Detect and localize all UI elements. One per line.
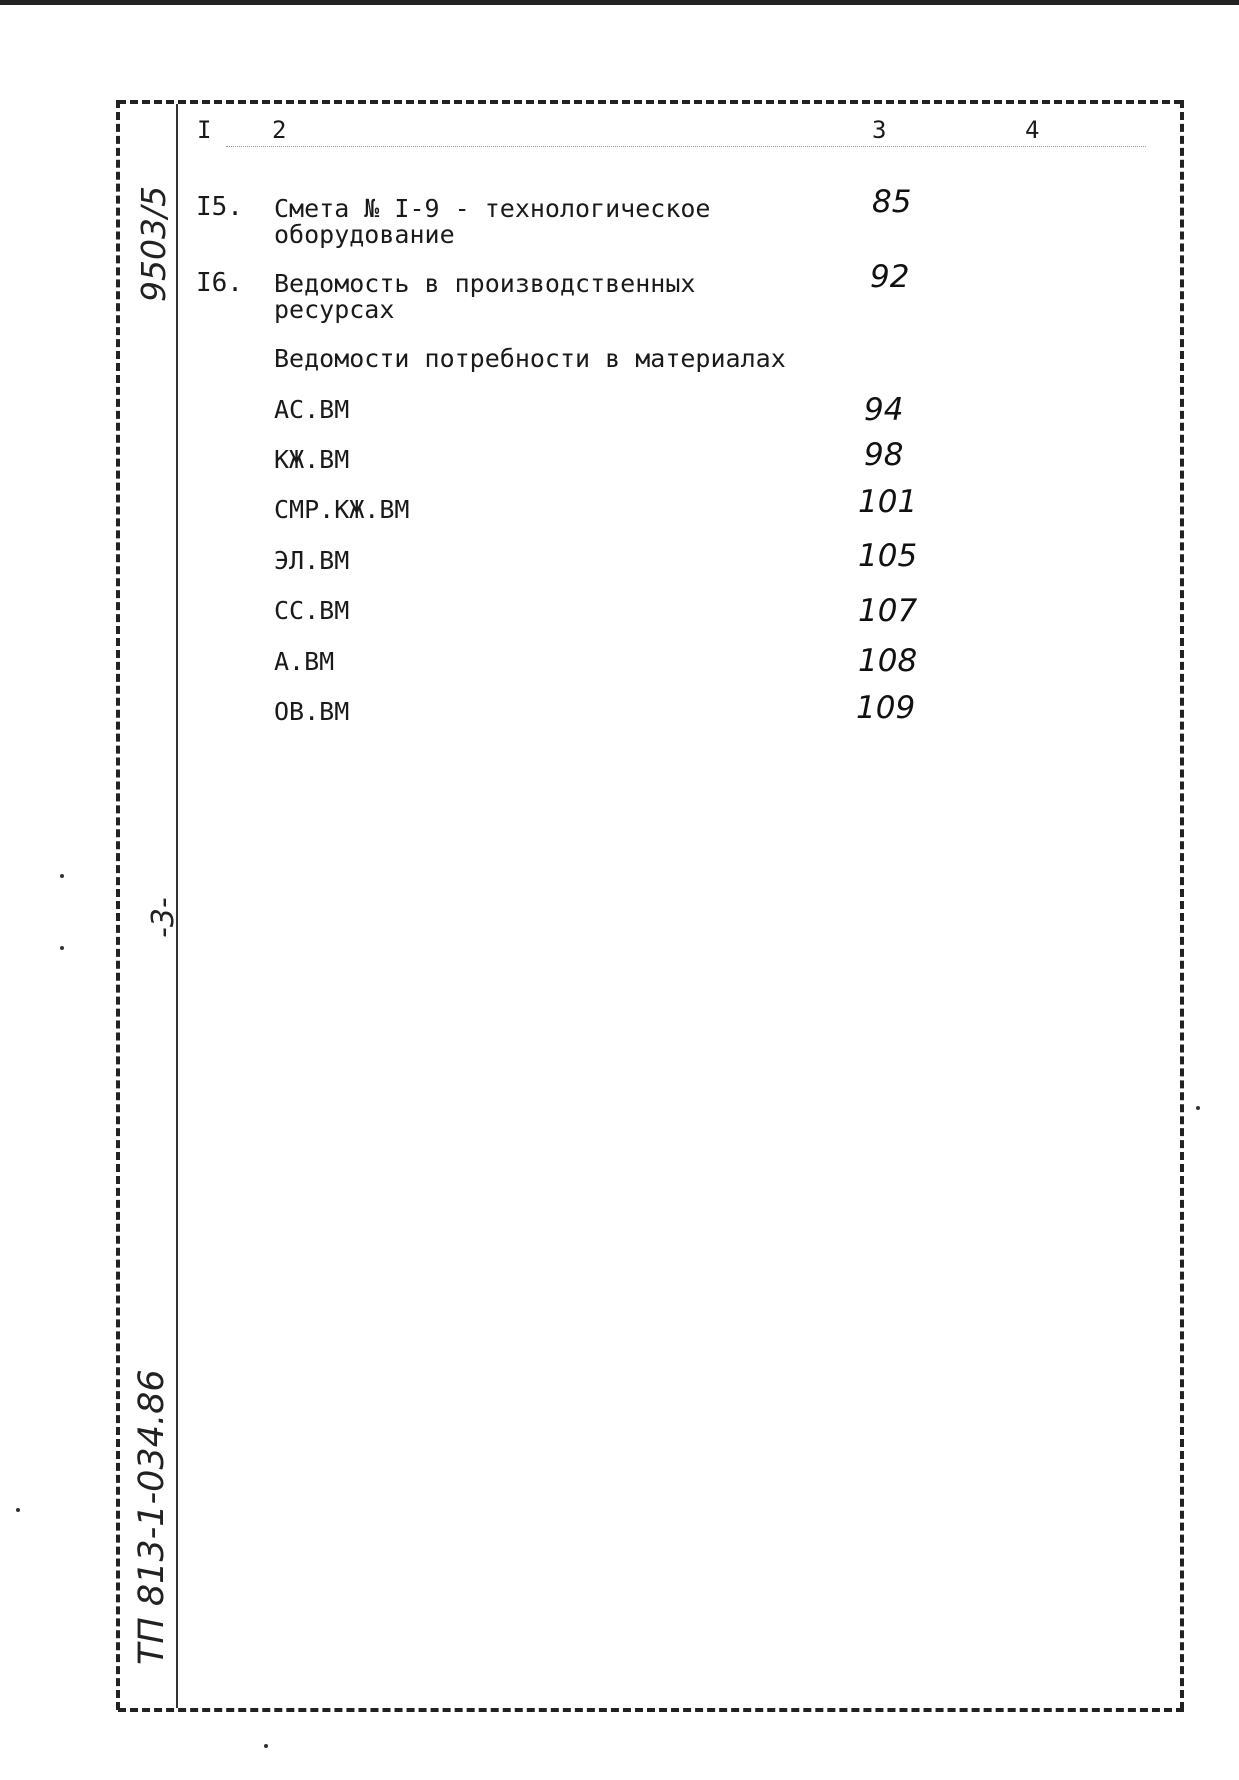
row-number: I5. <box>196 192 243 222</box>
row-title: ОВ.ВМ <box>274 697 350 726</box>
frame-top-border <box>118 100 1182 104</box>
row-title: СС.ВМ <box>274 596 350 625</box>
document-code: ТП 813-1-034.86 <box>132 1369 172 1665</box>
row-page: 92 <box>870 259 910 295</box>
row-page: 107 <box>858 593 918 629</box>
row-page: 85 <box>872 184 912 220</box>
frame-left-border <box>116 100 120 1710</box>
row-title: Ведомость в производственных ресурсах <box>274 269 696 324</box>
row-number: I6. <box>196 268 243 298</box>
frame-right-border <box>1180 100 1184 1710</box>
header-col-3: 3 <box>872 116 887 144</box>
header-col-1: I <box>197 116 212 144</box>
frame-bottom-border <box>118 1708 1184 1712</box>
scan-speck <box>60 946 64 950</box>
header-col-4: 4 <box>1025 116 1040 144</box>
row-title: СМР.КЖ.ВМ <box>274 495 410 524</box>
scan-speck <box>264 1744 268 1748</box>
header-divider <box>226 146 1146 147</box>
scan-speck <box>16 1508 20 1512</box>
row-page: 101 <box>858 484 918 520</box>
top-border-rule <box>0 0 1239 5</box>
inventory-number: 9503/5 <box>134 185 173 302</box>
row-page: 98 <box>864 437 904 473</box>
row-page: 105 <box>858 538 918 574</box>
row-page: 108 <box>858 643 918 679</box>
row-title: А.ВМ <box>274 647 335 676</box>
row-title: АС.ВМ <box>274 395 350 424</box>
row-page: 109 <box>856 690 916 726</box>
scan-speck <box>1196 1106 1200 1110</box>
row-title: КЖ.ВМ <box>274 445 350 474</box>
header-col-2: 2 <box>272 116 287 144</box>
sheet-number: -3- <box>146 897 181 938</box>
row-page: 94 <box>864 392 904 428</box>
row-title: ЭЛ.ВМ <box>274 546 350 575</box>
row-title: Ведомости потребности в материалах <box>274 344 786 373</box>
scan-speck <box>60 874 64 878</box>
row-title: Смета № I-9 - технологическое оборудование <box>274 194 711 249</box>
